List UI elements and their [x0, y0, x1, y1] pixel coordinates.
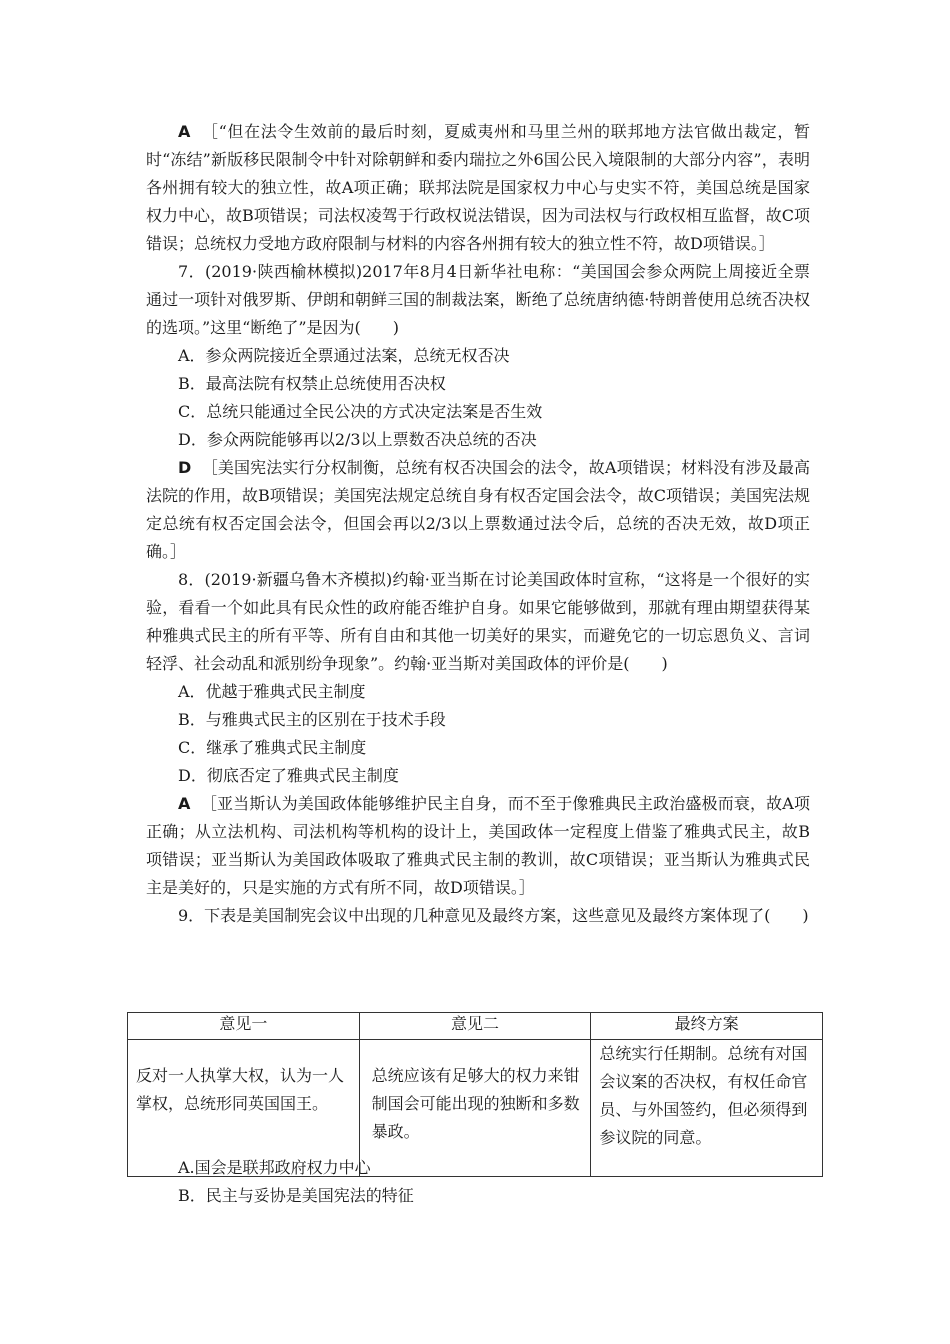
q8-stem: 8．(2019·新疆乌鲁木齐模拟)约翰·亚当斯在讨论美国政体时宣称，“这将是一个很好的实验，看看一个如此具有民众性的政府能否维护自身。如果它能够做到，那就有理由期望获得某种雅典式民主的所有平等、所有自由和其他一切美好的果实，而避免它的一切忘恩负义、言词轻浮、社会动乱和派别纷争现象”。约翰·亚当斯对美国政体的评价是( ) — [146, 570, 810, 673]
answer-letter: D — [178, 458, 192, 477]
q6-answer — [146, 118, 810, 258]
q9-option-b: B．民主与妥协是美国宪法的特征 — [178, 1186, 414, 1205]
answer-explanation: ［亚当斯认为美国政体能够维护民主自身，而不至于像雅典民主政治盛极而衰，故A项正确；从立法机构、司法机构等机构的设计上，美国政体一定程度上借鉴了雅典式民主，故B项错误；亚当斯认为美国政体吸取了雅典式民主制的教训，故C项错误；亚当斯认为雅典式民主是美好的，只是实施的方式有所不同，故D项错误。］ — [146, 794, 811, 897]
q7-option-a: A．参众两院接近全票通过法案，总统无权否决 — [178, 346, 510, 365]
q7-option-c: C．总统只能通过全民公决的方式决定法案是否生效 — [178, 402, 543, 421]
q8-option-c: C．继承了雅典式民主制度 — [178, 738, 367, 757]
q7-stem: 7．(2019·陕西榆林模拟)2017年8月4日新华社电称：“美国国会参众两院上周接近全票通过一项针对俄罗斯、伊朗和朝鲜三国的制裁法案，断绝了总统唐纳德·特朗普使用总统否决权的选项。”这里“断绝了”是因为( ) — [146, 262, 810, 337]
table-cell: 反对一人执掌大权，认为一人掌权，总统形同英国国王。 — [128, 1040, 360, 1177]
q7-answer — [146, 454, 810, 566]
table-header: 意见一 — [128, 1013, 360, 1040]
q8-option-d: D．彻底否定了雅典式民主制度 — [178, 766, 399, 785]
q8-option-a: A．优越于雅典式民主制度 — [178, 682, 366, 701]
document-body — [146, 118, 810, 930]
opinions-table — [127, 1012, 823, 1177]
table-cell: 总统实行任期制。总统有对国会议案的否决权，有权任命官员、与外国签约，但必须得到参议院的同意。 — [591, 1040, 823, 1177]
q9-stem: 9．下表是美国制宪会议中出现的几种意见及最终方案，这些意见及最终方案体现了( ) — [178, 906, 809, 925]
q9-options — [178, 1154, 818, 1210]
answer-letter: A — [178, 794, 191, 813]
table-header: 最终方案 — [591, 1013, 823, 1040]
answer-letter: A — [178, 122, 191, 141]
q7-option-b: B．最高法院有权禁止总统使用否决权 — [178, 374, 446, 393]
table-header-row — [128, 1013, 823, 1040]
q8-option-b: B．与雅典式民主的区别在于技术手段 — [178, 710, 446, 729]
table-header: 意见二 — [359, 1013, 591, 1040]
q7-option-d: D．参众两院能够再以2/3以上票数否决总统的否决 — [178, 430, 537, 449]
table-cell: 总统应该有足够大的权力来钳制国会可能出现的独断和多数暴政。 — [359, 1040, 591, 1177]
q8-answer — [146, 790, 810, 902]
answer-explanation: ［美国宪法实行分权制衡，总统有权否决国会的法令，故A项错误；材料没有涉及最高法院的作用，故B项错误；美国宪法规定总统自身有权否定国会法令，故C项错误；美国宪法规定总统有权否定国会法令，但国会再以2/3以上票数通过法令后，总统的否决无效，故D项正确。］ — [146, 458, 811, 561]
answer-explanation: ［“但在法令生效前的最后时刻，夏威夷州和马里兰州的联邦地方法官做出裁定，暂时“冻结”新版移民限制令中针对除朝鲜和委内瑞拉之外6国公民入境限制的大部分内容”，表明各州拥有较大的独立性，故A项正确；联邦法院是国家权力中心与史实不符，美国总统是国家权力中心，故B项错误；司法权凌驾于行政权说法错误，因为司法权与行政权相互监督，故C项错误；总统权力受地方政府限制与材料的内容各州拥有较大的独立性不符，故D项错误。］ — [146, 122, 811, 253]
q9-option-a: A.国会是联邦政府权力中心 — [178, 1158, 371, 1177]
